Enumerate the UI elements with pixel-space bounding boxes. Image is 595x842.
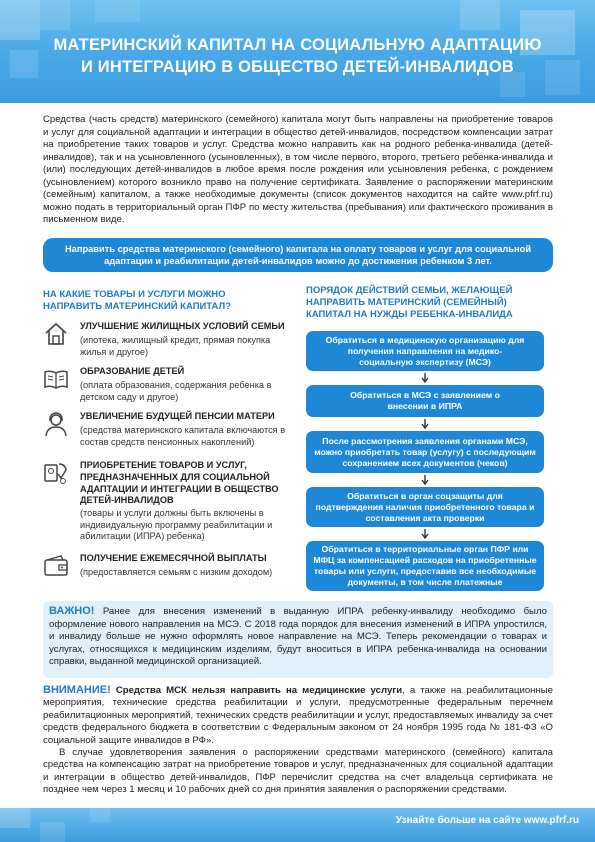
step-box: [306, 487, 544, 527]
item-title: ПОЛУЧЕНИЕ ЕЖЕМЕСЯЧНОЙ ВЫПЛАТЫ: [80, 553, 267, 563]
age-limit-text: Направить средства материнского (семейного) капитала на оплату товаров и услуг для социальной адаптации и реабилитации детей-инвалидов можно до достижения ребенком 3 лет.: [64, 244, 532, 266]
list-item: [43, 321, 293, 361]
arrow-down-icon: [421, 529, 429, 539]
list-item: [43, 411, 293, 451]
book-icon: [43, 366, 69, 392]
arrow-down-icon: [421, 373, 429, 383]
attention-bold-text: Средства МСК нельзя направить на медицинские услуги: [115, 685, 403, 696]
title-line-1: МАТЕРИНСКИЙ КАПИТАЛ НА СОЦИАЛЬНУЮ АДАПТАЦИЮ: [53, 36, 542, 54]
item-title: ПРИОБРЕТЕНИЕ ТОВАРОВ И УСЛУГ, ПРЕДНАЗНАЧЕННЫХ ДЛЯ СОЦИАЛЬНОЙ АДАПТАЦИИ И ИНТЕГРАЦИИ В ОБЩЕСТВО ДЕТЕЙ-ИНВАЛИДОВ: [80, 460, 279, 506]
footer-website-link[interactable]: Узнайте больше на сайте www.pfrf.ru: [395, 815, 579, 826]
step-box: [306, 541, 544, 591]
header-banner: [0, 0, 595, 103]
house-icon: [43, 321, 69, 347]
left-column-heading: [43, 289, 298, 313]
item-description: (оплата образования, содержания ребенка в детском саду и другое): [80, 380, 272, 402]
list-item: [43, 460, 293, 540]
footer-bar: [0, 808, 595, 842]
woman-icon: [43, 411, 69, 437]
left-heading-line-2: НАПРАВИТЬ МАТЕРИНСКИЙ КАПИТАЛ?: [43, 301, 232, 312]
age-limit-banner: [43, 238, 553, 272]
important-text: Ранее для внесения изменений в выданную ИПРА ребенку-инвалиду необходимо было оформление нового направления на МСЭ. С 2018 года порядок для внесения изменений в ИПРА упростился, и инвалиду больше не нужно оформлять новое направление на МСЭ. Теперь рекомендации о товарах и услугах, относящихся к медицинским изделиям, будут вноситься в ИПРА ребенка-инвалида на основании справки, выданной медицинской организацией.: [49, 606, 547, 668]
step-text: Обратиться в территориальные орган ПФР или МФЦ за компенсацией расходов на приобретенные товары или услуги, предоставив все необходимые документы, в том числе платежные: [313, 544, 537, 587]
page-title: [0, 34, 595, 78]
list-item: [43, 553, 293, 583]
right-column-heading: [306, 285, 556, 321]
item-description: (предоставляется семьям с низким доходом): [80, 567, 273, 577]
right-heading-line-2: НАПРАВИТЬ МАТЕРИНСКИЙ (СЕМЕЙНЫЙ): [306, 297, 507, 308]
step-text: Обратиться в орган соцзащиты для подтверждения наличия приобретенного товара и составления акта проверки: [315, 490, 535, 523]
list-item: [43, 366, 293, 406]
left-heading-line-1: НА КАКИЕ ТОВАРЫ И УСЛУГИ МОЖНО: [43, 289, 226, 300]
step-box: [306, 331, 544, 371]
item-title: ОБРАЗОВАНИЕ ДЕТЕЙ: [80, 366, 185, 376]
item-title: УВЕЛИЧЕНИЕ БУДУЩЕЙ ПЕНСИИ МАТЕРИ: [80, 411, 275, 421]
goods-icon: [43, 460, 69, 486]
wallet-icon: [43, 553, 69, 579]
attention-notice: [43, 684, 553, 797]
attention-paragraph-2: В случае удовлетворения заявления о распоряжении средствами материнского (семейного) капитала средства на компенсацию затрат на приобретение товаров и услуг, предназначенных для социальной адаптации и интеграции в общество детей-инвалидов, ПФР перечислит средства на счет владельца сертификата не позднее чем через 1 месяц и 10 рабочих дней со дня принятия заявления о распоряжении средствами.: [43, 747, 553, 796]
intro-paragraph: Средства (часть средств) материнского (семейного) капитала могут быть направлены на приобретение товаров и услуг для социальной адаптации и интеграции в общество детей-инвалидов, посредством компенсации затрат на приобретение таких товаров и услуг. Средства можно направить как на родного ребенка-инвалида (детей-инвалидов), так и на усыновленного (усыновленных), в том числе первого, второго, третьего ребенка-инвалида и (или) последующих детей-инвалидов в любое время после рождения или усыновления ребенка, с рождением (усыновлением) которого возникло право на получение сертификата. Заявление о распоряжении материнским (семейным) капиталом, а также необходимые документы (список документов находится на сайте www.pfrf.ru) можно подать в территориальный орган ПФР по месту жительства (пребывания) или фактического проживания в письменном виде.: [43, 114, 553, 225]
important-keyword: ВАЖНО!: [49, 605, 95, 617]
arrow-down-icon: [421, 419, 429, 429]
step-text: Обратиться в медицинскую организацию для получения направления на медико-социальную экспертизу (МСЭ): [325, 334, 525, 367]
attention-text: , а также на реабилитационные мероприятия, технические средства реабилитации и услуги, предусмотренные федеральным перечнем реабилитационных мероприятий, технических средств реабилитации и услуг, предоставляемых инвалиду за счет средств федерального бюджета в соответствии с Федеральным законом от 24 ноября 1995 года № 181-ФЗ «О социальной защите инвалидов в РФ».: [43, 685, 554, 746]
item-title: УЛУЧШЕНИЕ ЖИЛИЩНЫХ УСЛОВИЙ СЕМЬИ: [80, 321, 285, 331]
arrow-down-icon: [421, 475, 429, 485]
step-box: [306, 385, 544, 417]
step-box: [306, 431, 544, 473]
step-text: После рассмотрения заявления органами МСЭ, можно приобретать товар (услугу) с последующим сохранением всех документов (чеков): [314, 435, 536, 468]
right-heading-line-3: КАПИТАЛ НА НУЖДЫ РЕБЕНКА-ИНВАЛИДА: [306, 309, 513, 320]
item-description: (средства материнского капитала включаются в состав средств пенсионных накоплений): [80, 425, 286, 447]
title-line-2: И ИНТЕГРАЦИЮ В ОБЩЕСТВО ДЕТЕЙ-ИНВАЛИДОВ: [80, 58, 515, 76]
item-description: (товары и услуги должны быть включены в индивидуальную программу реабилитации и абилитации (ИПРА) ребенка): [80, 508, 273, 541]
important-notice: [43, 601, 553, 678]
right-heading-line-1: ПОРЯДОК ДЕЙСТВИЙ СЕМЬИ, ЖЕЛАЮЩЕЙ: [306, 285, 513, 296]
attention-keyword: ВНИМАНИЕ!: [43, 684, 111, 696]
item-description: (ипотека, жилищный кредит, прямая покупка жилья и другое): [80, 335, 271, 357]
step-text: Обратиться в МСЭ с заявлением о внесении в ИПРА: [350, 390, 500, 411]
